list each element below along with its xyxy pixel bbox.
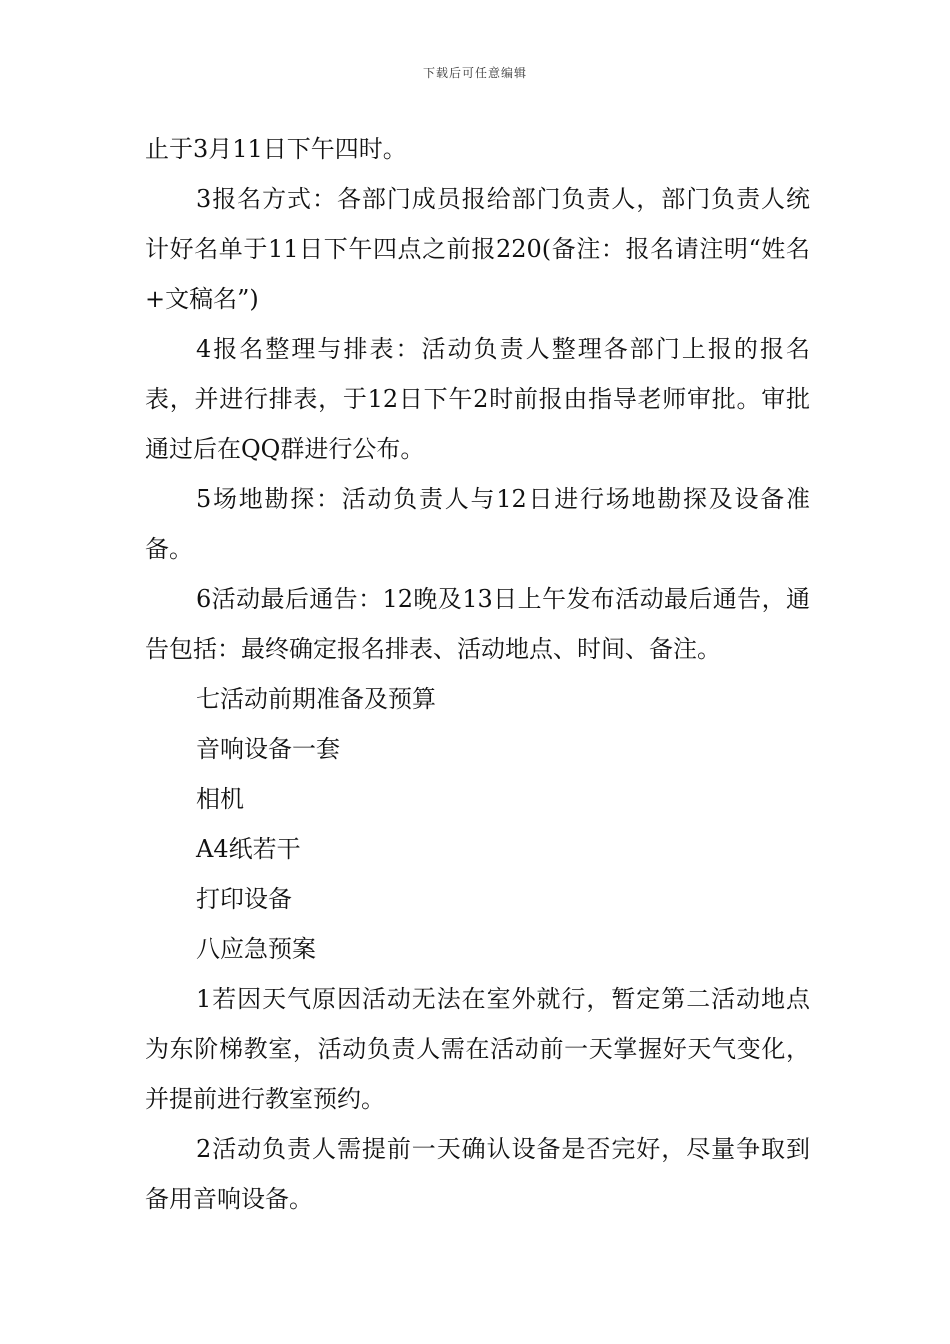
section-heading-7: 七活动前期准备及预算 (196, 685, 436, 713)
section-heading-8: 八应急预案 (196, 935, 316, 963)
paragraph-1: 止于3月11日下午四时。 (145, 135, 407, 163)
paragraph-5: 6活动最后通告：12晚及13日上午发布活动最后通告，通告包括：最终确定报名排表、活动地点、时间、备注。 (145, 585, 810, 663)
list-item-audio: 音响设备一套 (196, 735, 340, 763)
list-item-paper: A4纸若干 (196, 835, 301, 863)
page-header: 下载后可任意编辑 (422, 66, 527, 80)
paragraph-contingency-2: 2活动负责人需提前一天确认设备是否完好，尽量争取到备用音响设备。 (145, 1135, 810, 1213)
paragraph-2: 3报名方式：各部门成员报给部门负责人，部门负责人统计好名单于11日下午四点之前报220(备注：报名请注明“姓名+文稿名”) (145, 185, 810, 313)
list-item-printer: 打印设备 (196, 885, 292, 913)
paragraph-contingency-1: 1若因天气原因活动无法在室外就行，暂定第二活动地点为东阶梯教室，活动负责人需在活动前一天掌握好天气变化，并提前进行教室预约。 (145, 985, 810, 1113)
paragraph-3: 4报名整理与排表：活动负责人整理各部门上报的报名表，并进行排表，于12日下午2时前报由指导老师审批。审批通过后在QQ群进行公布。 (145, 335, 810, 463)
list-item-camera: 相机 (196, 785, 244, 813)
document-body (145, 124, 810, 1224)
paragraph-4: 5场地勘探：活动负责人与12日进行场地勘探及设备准备。 (145, 485, 810, 563)
